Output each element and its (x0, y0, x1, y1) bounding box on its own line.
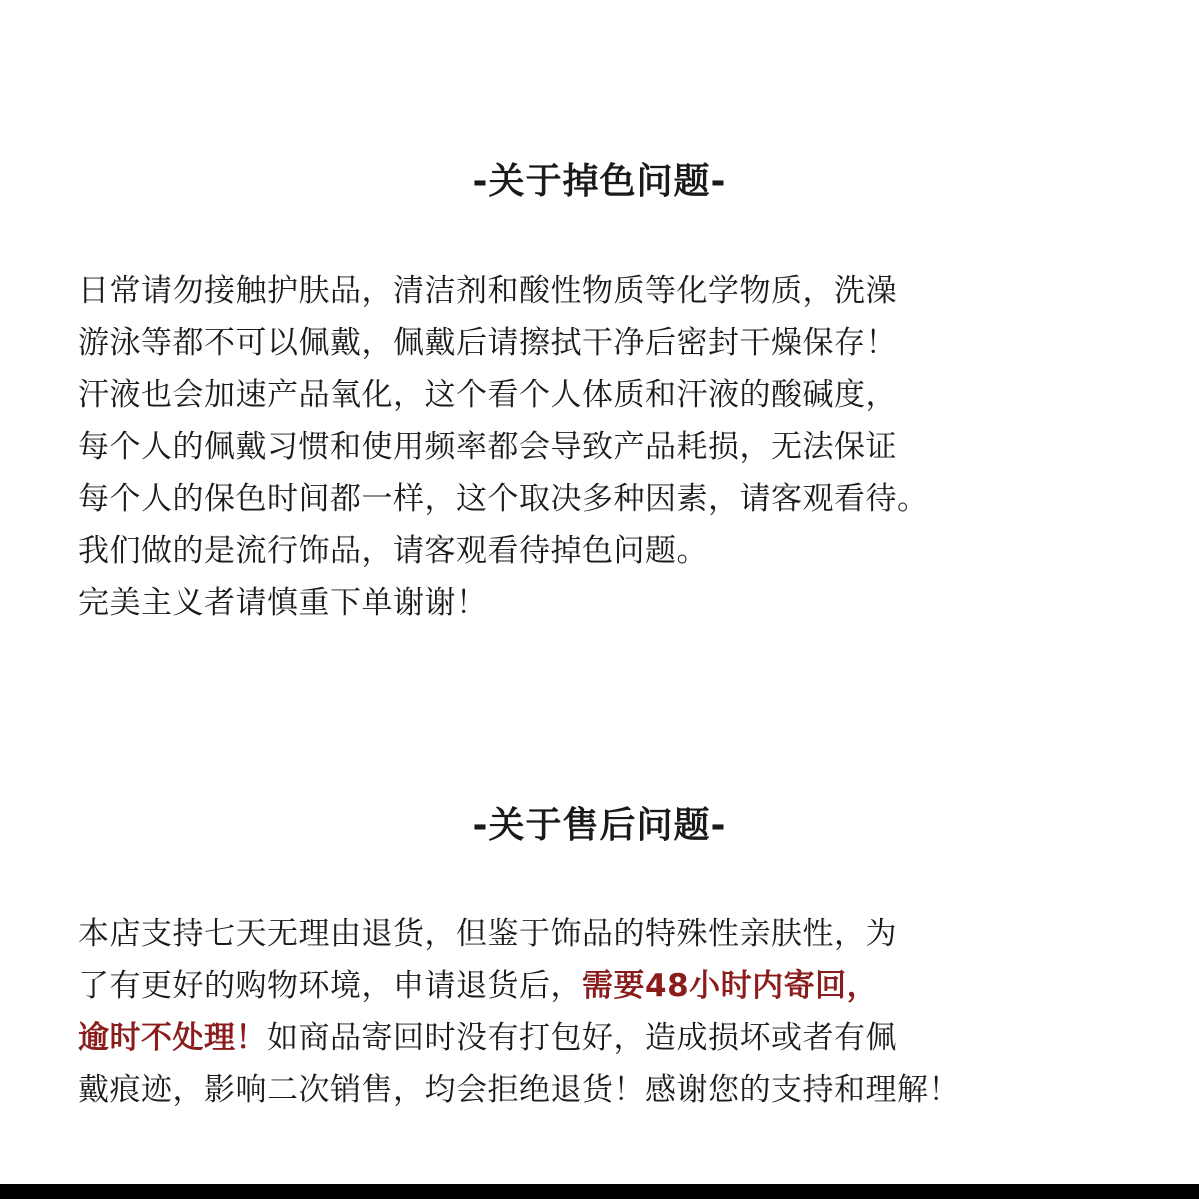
colour-fade-line: 游泳等都不可以佩戴，佩戴后请擦拭干净后密封干燥保存！ (78, 325, 897, 361)
colour-fade-line: 我们做的是流行饰品，请客观看待掉色问题。 (78, 533, 708, 569)
after-sales-paragraph (78, 908, 1158, 1116)
colour-fade-line: 每个人的保色时间都一样，这个取决多种因素，请客观看待。 (78, 481, 929, 517)
colour-fade-title: -关于掉色问题- (472, 161, 727, 202)
after-sales-line: 戴痕迹，影响二次销售，均会拒绝退货！感谢您的支持和理解！ (78, 1072, 960, 1108)
colour-fade-line: 完美主义者请慎重下单谢谢！ (78, 585, 488, 621)
after-sales-text: 如商品寄回时没有打包好，造成损坏或者有佩 (267, 1020, 897, 1056)
colour-fade-line: 汗液也会加速产品氧化，这个看个人体质和汗液的酸碱度， (78, 377, 897, 413)
after-sales-line (78, 1012, 1158, 1064)
colour-fade-line: 日常请勿接触护肤品，清洁剂和酸性物质等化学物质，洗澡 (78, 273, 897, 309)
bottom-bar (0, 1184, 1199, 1199)
colour-fade-paragraph (78, 265, 1158, 629)
after-sales-line: 本店支持七天无理由退货，但鉴于饰品的特殊性亲肤性，为 (78, 916, 897, 952)
overdue-warning-highlight: 逾时不处理！ (78, 1020, 267, 1056)
after-sales-text: 了有更好的购物环境，申请退货后， (78, 968, 582, 1004)
after-sales-line (78, 960, 1158, 1012)
colour-fade-line: 每个人的佩戴习惯和使用频率都会导致产品耗损，无法保证 (78, 429, 897, 465)
after-sales-title: -关于售后问题- (472, 805, 727, 846)
return-deadline-highlight: 需要48小时内寄回， (582, 968, 879, 1004)
